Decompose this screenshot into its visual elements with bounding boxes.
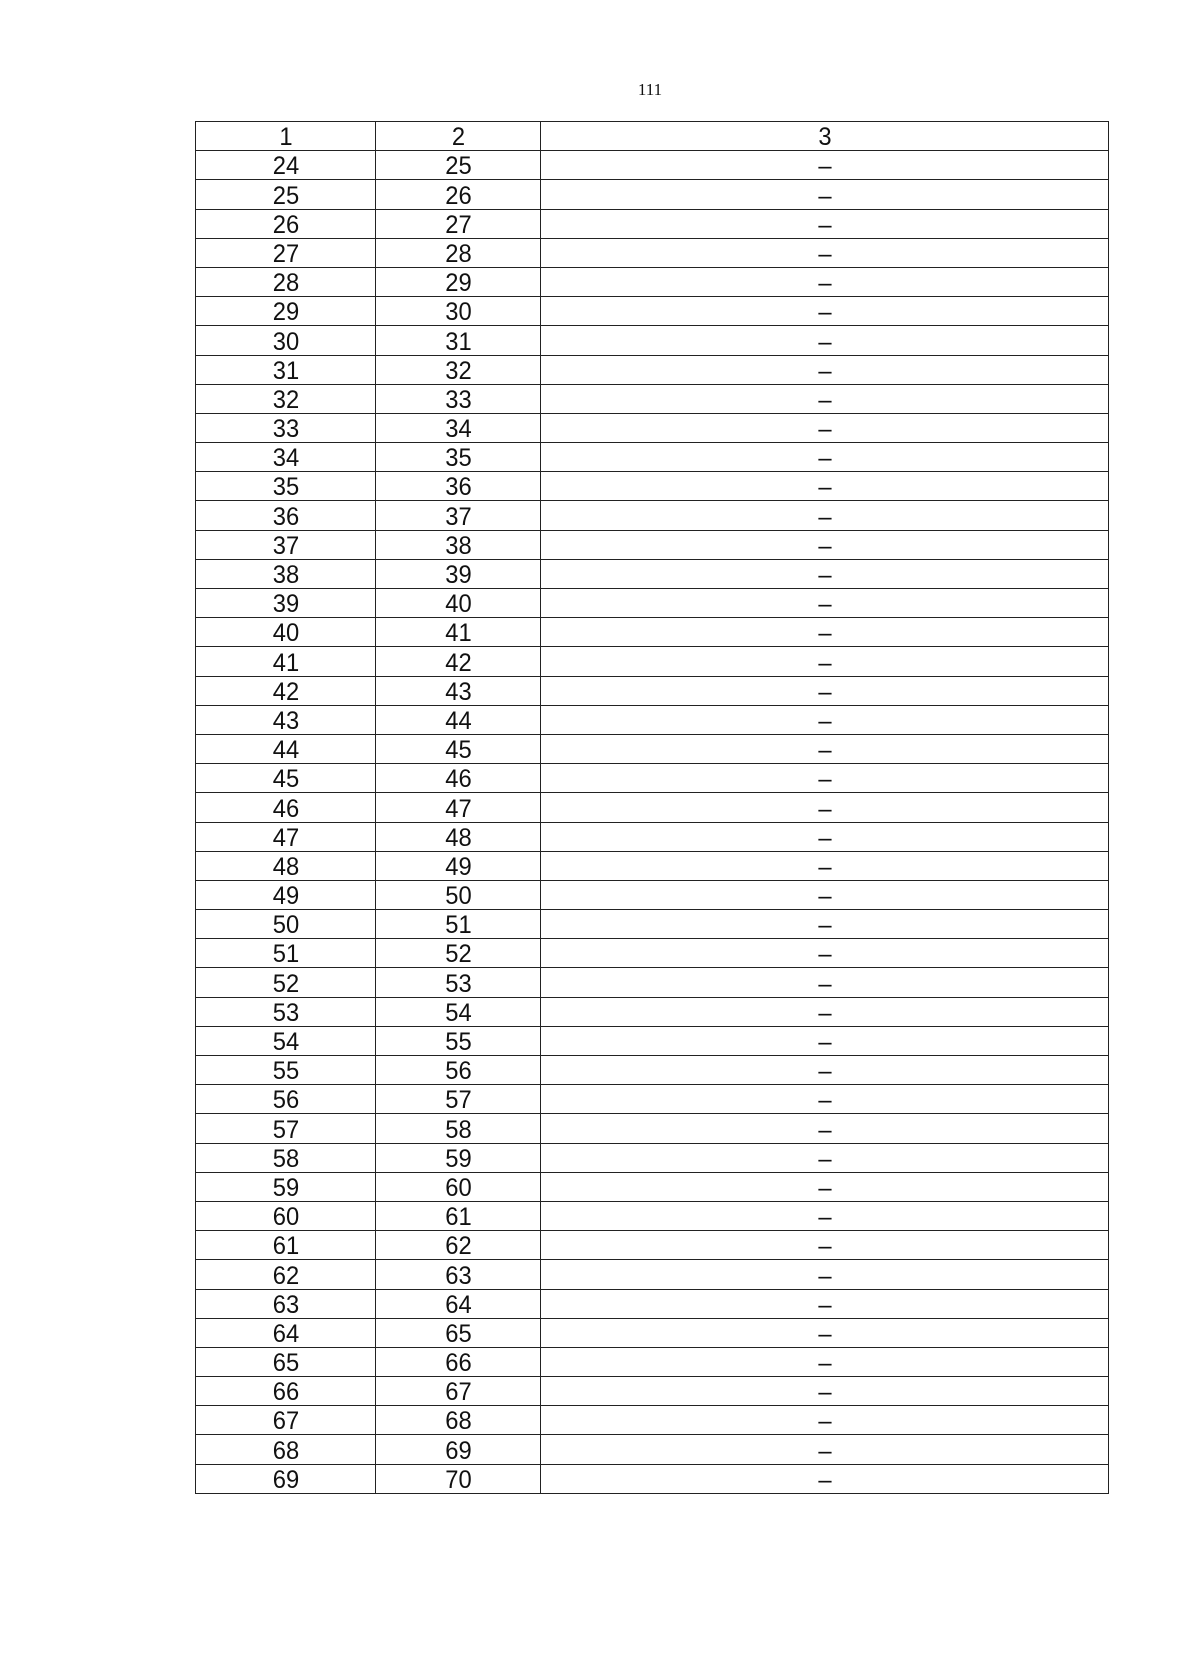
- cell-col3: –: [555, 1172, 1095, 1201]
- cell-col3: –: [555, 384, 1095, 413]
- cell-col2: 70: [380, 1464, 537, 1493]
- table-row: [196, 530, 1109, 559]
- cell-col2: 62: [380, 1231, 537, 1260]
- cell-col1: 51: [200, 939, 371, 968]
- cell-col1: 62: [200, 1260, 371, 1289]
- cell-col3: –: [555, 764, 1095, 793]
- table-row: [196, 997, 1109, 1026]
- cell-col3: –: [555, 1406, 1095, 1435]
- table-row: [196, 1026, 1109, 1055]
- cell-col2: 38: [380, 530, 537, 559]
- cell-col3: –: [555, 880, 1095, 909]
- cell-col3: –: [555, 326, 1095, 355]
- cell-col3: –: [555, 1347, 1095, 1376]
- cell-col2: 41: [380, 618, 537, 647]
- cell-col2: 37: [380, 501, 537, 530]
- table-row: [196, 734, 1109, 763]
- cell-col1: 49: [200, 880, 371, 909]
- cell-col3: –: [555, 297, 1095, 326]
- page-number: 111: [637, 80, 663, 99]
- cell-col2: 53: [380, 968, 537, 997]
- cell-col1: 44: [200, 734, 371, 763]
- table-row: [196, 1231, 1109, 1260]
- cell-col3: –: [555, 559, 1095, 588]
- cell-col2: 63: [380, 1260, 537, 1289]
- cell-col2: 25: [380, 151, 537, 180]
- cell-col1: 46: [200, 793, 371, 822]
- cell-col3: –: [555, 851, 1095, 880]
- cell-col1: 43: [200, 705, 371, 734]
- cell-col2: 39: [380, 559, 537, 588]
- cell-col2: 31: [380, 326, 537, 355]
- cell-col2: 43: [380, 676, 537, 705]
- table-row: [196, 1260, 1109, 1289]
- cell-col1: 69: [200, 1464, 371, 1493]
- column-header-2: 2: [380, 122, 537, 151]
- cell-col3: –: [555, 1377, 1095, 1406]
- table-row: [196, 326, 1109, 355]
- table-row: [196, 355, 1109, 384]
- table-row: [196, 180, 1109, 209]
- table-row: [196, 1318, 1109, 1347]
- table-row: [196, 413, 1109, 442]
- table-row: [196, 1172, 1109, 1201]
- cell-col1: 53: [200, 997, 371, 1026]
- cell-col2: 61: [380, 1201, 537, 1230]
- cell-col2: 47: [380, 793, 537, 822]
- cell-col1: 52: [200, 968, 371, 997]
- table-row: [196, 238, 1109, 267]
- cell-col1: 66: [200, 1377, 371, 1406]
- cell-col2: 56: [380, 1056, 537, 1085]
- cell-col1: 48: [200, 851, 371, 880]
- cell-col3: –: [555, 501, 1095, 530]
- table-row: [196, 1056, 1109, 1085]
- cell-col1: 29: [200, 297, 371, 326]
- table-row: [196, 1143, 1109, 1172]
- cell-col3: –: [555, 267, 1095, 296]
- table-row: [196, 472, 1109, 501]
- cell-col1: 35: [200, 472, 371, 501]
- cell-col1: 33: [200, 413, 371, 442]
- cell-col1: 57: [200, 1114, 371, 1143]
- cell-col1: 63: [200, 1289, 371, 1318]
- table-row: [196, 764, 1109, 793]
- cell-col3: –: [555, 1260, 1095, 1289]
- cell-col1: 26: [200, 209, 371, 238]
- cell-col2: 49: [380, 851, 537, 880]
- cell-col2: 26: [380, 180, 537, 209]
- column-header-1: 1: [200, 122, 371, 151]
- cell-col1: 67: [200, 1406, 371, 1435]
- cell-col1: 61: [200, 1231, 371, 1260]
- table-header-row: [196, 122, 1109, 151]
- cell-col3: –: [555, 793, 1095, 822]
- cell-col2: 27: [380, 209, 537, 238]
- cell-col2: 69: [380, 1435, 537, 1464]
- cell-col1: 56: [200, 1085, 371, 1114]
- table-row: [196, 1289, 1109, 1318]
- cell-col2: 50: [380, 880, 537, 909]
- table-row: [196, 443, 1109, 472]
- cell-col3: –: [555, 1114, 1095, 1143]
- cell-col1: 38: [200, 559, 371, 588]
- cell-col3: –: [555, 1056, 1095, 1085]
- cell-col3: –: [555, 180, 1095, 209]
- cell-col2: 46: [380, 764, 537, 793]
- cell-col1: 41: [200, 647, 371, 676]
- table-row: [196, 559, 1109, 588]
- table-row: [196, 1114, 1109, 1143]
- cell-col3: –: [555, 151, 1095, 180]
- table-row: [196, 297, 1109, 326]
- table-row: [196, 1085, 1109, 1114]
- cell-col3: –: [555, 997, 1095, 1026]
- cell-col3: –: [555, 209, 1095, 238]
- cell-col3: –: [555, 413, 1095, 442]
- table-row: [196, 851, 1109, 880]
- cell-col2: 68: [380, 1406, 537, 1435]
- cell-col3: –: [555, 1318, 1095, 1347]
- table-row: [196, 618, 1109, 647]
- cell-col1: 24: [200, 151, 371, 180]
- cell-col3: –: [555, 705, 1095, 734]
- cell-col3: –: [555, 355, 1095, 384]
- cell-col3: –: [555, 1435, 1095, 1464]
- cell-col3: –: [555, 1201, 1095, 1230]
- cell-col3: –: [555, 968, 1095, 997]
- cell-col1: 42: [200, 676, 371, 705]
- cell-col1: 39: [200, 589, 371, 618]
- cell-col3: –: [555, 1464, 1095, 1493]
- table-row: [196, 1464, 1109, 1493]
- table-row: [196, 209, 1109, 238]
- cell-col1: 36: [200, 501, 371, 530]
- cell-col2: 35: [380, 443, 537, 472]
- cell-col3: –: [555, 734, 1095, 763]
- cell-col1: 65: [200, 1347, 371, 1376]
- table-row: [196, 1406, 1109, 1435]
- cell-col3: –: [555, 1231, 1095, 1260]
- cell-col3: –: [555, 589, 1095, 618]
- table-row: [196, 880, 1109, 909]
- table-row: [196, 1377, 1109, 1406]
- table-row: [196, 822, 1109, 851]
- cell-col2: 60: [380, 1172, 537, 1201]
- table-row: [196, 1347, 1109, 1376]
- table-row: [196, 501, 1109, 530]
- cell-col2: 57: [380, 1085, 537, 1114]
- cell-col2: 52: [380, 939, 537, 968]
- cell-col1: 25: [200, 180, 371, 209]
- cell-col1: 27: [200, 238, 371, 267]
- cell-col1: 64: [200, 1318, 371, 1347]
- table-row: [196, 705, 1109, 734]
- cell-col2: 59: [380, 1143, 537, 1172]
- cell-col3: –: [555, 618, 1095, 647]
- cell-col2: 65: [380, 1318, 537, 1347]
- table-row: [196, 1435, 1109, 1464]
- cell-col2: 48: [380, 822, 537, 851]
- cell-col2: 44: [380, 705, 537, 734]
- cell-col1: 40: [200, 618, 371, 647]
- cell-col3: –: [555, 472, 1095, 501]
- cell-col1: 54: [200, 1026, 371, 1055]
- cell-col1: 68: [200, 1435, 371, 1464]
- cell-col2: 51: [380, 910, 537, 939]
- cell-col1: 32: [200, 384, 371, 413]
- cell-col2: 40: [380, 589, 537, 618]
- table-row: [196, 589, 1109, 618]
- cell-col1: 59: [200, 1172, 371, 1201]
- column-header-3: 3: [555, 122, 1095, 151]
- table-row: [196, 267, 1109, 296]
- cell-col1: 58: [200, 1143, 371, 1172]
- table-row: [196, 647, 1109, 676]
- cell-col2: 42: [380, 647, 537, 676]
- table-row: [196, 676, 1109, 705]
- cell-col3: –: [555, 676, 1095, 705]
- cell-col2: 33: [380, 384, 537, 413]
- cell-col3: –: [555, 939, 1095, 968]
- cell-col2: 34: [380, 413, 537, 442]
- cell-col1: 37: [200, 530, 371, 559]
- cell-col1: 31: [200, 355, 371, 384]
- table-body: [196, 122, 1109, 1494]
- cell-col3: –: [555, 647, 1095, 676]
- cell-col1: 60: [200, 1201, 371, 1230]
- cell-col3: –: [555, 1085, 1095, 1114]
- cell-col3: –: [555, 1289, 1095, 1318]
- table-row: [196, 910, 1109, 939]
- data-table: [195, 121, 1109, 1494]
- cell-col1: 55: [200, 1056, 371, 1085]
- cell-col3: –: [555, 238, 1095, 267]
- cell-col2: 28: [380, 238, 537, 267]
- table-row: [196, 793, 1109, 822]
- table-row: [196, 968, 1109, 997]
- table-row: [196, 939, 1109, 968]
- table-row: [196, 384, 1109, 413]
- cell-col3: –: [555, 822, 1095, 851]
- cell-col2: 36: [380, 472, 537, 501]
- cell-col1: 34: [200, 443, 371, 472]
- cell-col2: 55: [380, 1026, 537, 1055]
- cell-col1: 47: [200, 822, 371, 851]
- cell-col1: 30: [200, 326, 371, 355]
- cell-col2: 54: [380, 997, 537, 1026]
- cell-col3: –: [555, 1143, 1095, 1172]
- cell-col2: 45: [380, 734, 537, 763]
- cell-col1: 28: [200, 267, 371, 296]
- cell-col2: 66: [380, 1347, 537, 1376]
- cell-col2: 30: [380, 297, 537, 326]
- cell-col2: 67: [380, 1377, 537, 1406]
- cell-col2: 58: [380, 1114, 537, 1143]
- cell-col2: 32: [380, 355, 537, 384]
- table-row: [196, 151, 1109, 180]
- cell-col3: –: [555, 910, 1095, 939]
- cell-col3: –: [555, 443, 1095, 472]
- cell-col3: –: [555, 1026, 1095, 1055]
- cell-col1: 50: [200, 910, 371, 939]
- cell-col1: 45: [200, 764, 371, 793]
- cell-col2: 64: [380, 1289, 537, 1318]
- cell-col3: –: [555, 530, 1095, 559]
- table-row: [196, 1201, 1109, 1230]
- cell-col2: 29: [380, 267, 537, 296]
